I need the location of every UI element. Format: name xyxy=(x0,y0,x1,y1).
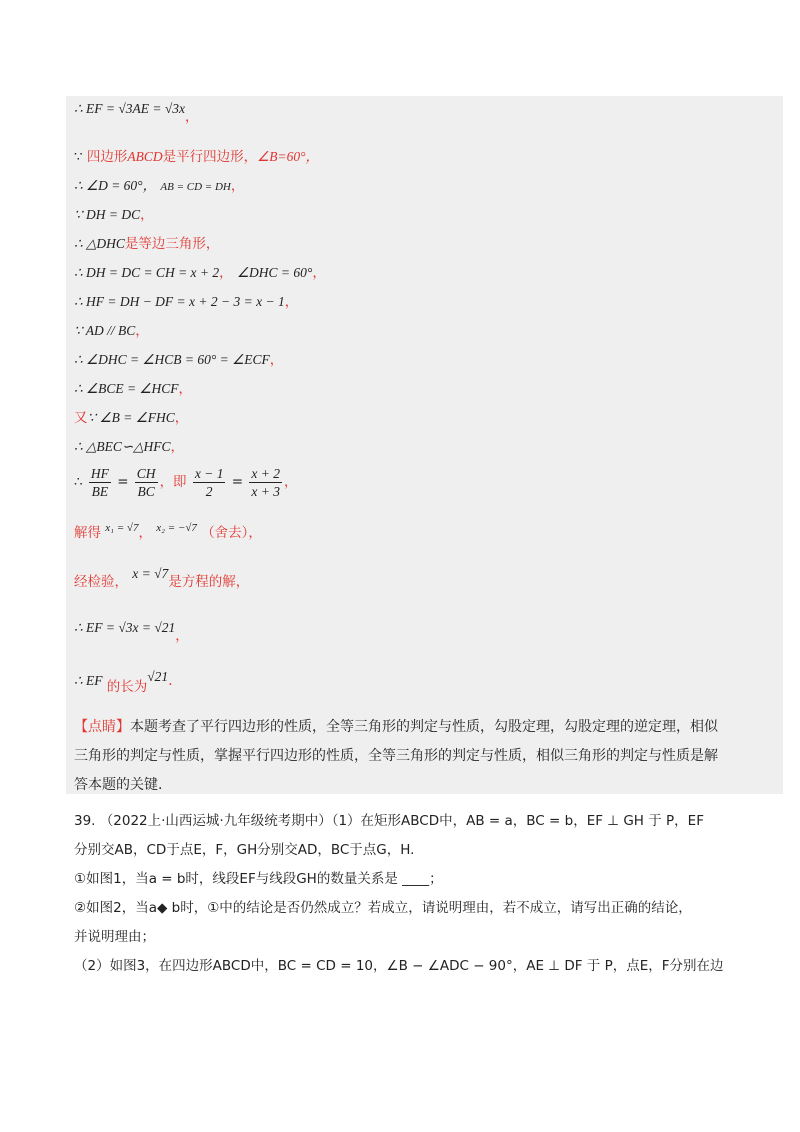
math-expr: AB = CD = DH xyxy=(160,181,231,193)
math-expr: ∵ AD // BC xyxy=(74,323,136,338)
equals: = xyxy=(231,474,244,490)
punct: ， xyxy=(138,525,152,541)
numerator: x + 2 xyxy=(251,466,280,481)
solution-line-1 xyxy=(74,100,199,125)
punct: ， xyxy=(230,178,245,194)
text: 四边形 xyxy=(86,149,128,165)
math-expr: ∴ EF = √3AE = √3x xyxy=(74,101,185,116)
punct: ， xyxy=(170,439,185,455)
solution-line-14 xyxy=(74,524,262,543)
solution-line-13 xyxy=(74,464,297,500)
punct: ， xyxy=(184,109,199,125)
fraction-x-minus-1 xyxy=(193,465,226,500)
text: 是等边三角形， xyxy=(124,236,220,252)
fraction-hf-be xyxy=(89,465,111,500)
math-expr: x₂ = −√7 xyxy=(156,522,197,534)
denominator: 2 xyxy=(205,484,213,499)
punct: ， xyxy=(219,265,233,281)
question-line-1: 39. （2022上·山西运城·九年级统考期中）（1）在矩形ABCD中，AB = a，BC = b，EF ⊥ GH 于 P，EF xyxy=(74,813,704,829)
denominator: x + 3 xyxy=(251,484,280,499)
question-line-5: 并说明理由； xyxy=(74,929,155,945)
math-expr: ∴ EF xyxy=(74,673,103,688)
math-expr: ABCD xyxy=(127,149,163,164)
text: 是平行四边形， xyxy=(162,149,258,165)
comment-line-3: 答本题的关键. xyxy=(74,777,163,793)
comment-tag: 【点睛】 xyxy=(74,719,130,735)
punct: ， xyxy=(140,207,154,223)
solution-line-17 xyxy=(74,669,173,695)
comment-line-1 xyxy=(74,713,774,742)
math-expr: ∵ ∠B = ∠FHC xyxy=(87,410,175,425)
question-line-3: ①如图1，当a = b时，线段EF与线段GH的数量关系是 ____； xyxy=(74,871,443,887)
solution-line-16 xyxy=(74,619,189,644)
question-line-4: ②如图2，当a◆ b时，①中的结论是否仍然成立？若成立，请说明理由，若不成立，请写出正确的结论， xyxy=(74,900,692,916)
denominator: BC xyxy=(137,484,155,499)
math-expr: ∴ DH = DC = CH = x + 2 xyxy=(74,265,220,280)
math-expr: x₁ = √7 xyxy=(105,522,139,534)
solution-line-15 xyxy=(74,566,250,591)
punct: ， xyxy=(178,381,193,397)
equals: = xyxy=(117,474,129,490)
punct: ， xyxy=(135,323,149,339)
punct: ， xyxy=(283,474,298,490)
question-39 xyxy=(74,807,774,981)
because-symbol: ∵ xyxy=(74,149,83,165)
solution-line-7 xyxy=(74,293,298,311)
numerator: x − 1 xyxy=(194,466,224,481)
punct: ， xyxy=(284,294,299,310)
math-expr: ∵ DH = DC xyxy=(74,207,141,222)
punct: ， xyxy=(175,628,189,644)
solution-line-4 xyxy=(74,206,154,224)
solution-line-9 xyxy=(74,351,283,369)
math-expr: ∠DHC = 60° xyxy=(236,265,313,280)
fraction-x-plus-2 xyxy=(249,465,282,500)
solution-line-11 xyxy=(74,409,188,427)
math-expr: ∴ HF = DH − DF = x + 2 − 3 = x − 1 xyxy=(74,294,285,309)
math-expr: ∠B=60°， xyxy=(257,149,319,164)
math-expr: √21 xyxy=(147,669,169,684)
text: 是方程的解， xyxy=(168,574,250,590)
text: （舍去）， xyxy=(201,525,262,541)
solution-line-12 xyxy=(74,438,184,456)
numerator: HF xyxy=(90,466,109,481)
punct: ， xyxy=(312,265,326,281)
comment-text: 本题考查了平行四边形的性质，全等三角形的判定与性质，勾股定理，勾股定理的逆定理，相似 xyxy=(130,719,718,735)
solution-line-2 xyxy=(74,148,319,166)
text: ，即 xyxy=(159,474,187,490)
math-expr: ∴ ∠DHC = ∠HCB = 60° = ∠ECF xyxy=(74,352,270,367)
text: 解得 xyxy=(74,525,101,541)
math-expr: ∴ △DHC xyxy=(74,236,125,251)
math-expr: x = √7 xyxy=(132,566,169,581)
solution-line-3 xyxy=(74,177,244,196)
denominator: BE xyxy=(91,484,109,499)
punct: ， xyxy=(269,352,284,368)
text: 经检验， xyxy=(74,574,128,590)
solution-line-5 xyxy=(74,235,219,253)
numerator: CH xyxy=(136,466,156,481)
therefore-symbol: ∴ xyxy=(74,474,83,490)
text: 的长为 xyxy=(106,679,148,695)
comment-line-2: 三角形的判定与性质，掌握平行四边形的性质，全等三角形的判定与性质，相似三角形的判定与性质是解 xyxy=(74,748,718,764)
solution-line-8 xyxy=(74,322,149,340)
fraction-ch-bc xyxy=(135,465,158,500)
solution-line-6 xyxy=(74,264,326,282)
question-line-2: 分别交AB，CD于点E，F，GH分别交AD，BC于点G，H. xyxy=(74,842,415,858)
punct: . xyxy=(168,673,173,689)
question-line-6: （2）如图3，在四边形ABCD中，BC = CD = 10，∠B − ∠ADC − 90°，AE ⊥ DF 于 P，点E，F分别在边 xyxy=(74,958,724,974)
solution-line-10 xyxy=(74,380,192,398)
math-expr: ∴ ∠D = 60°， xyxy=(74,178,157,193)
math-expr: ∴ EF = √3x = √21 xyxy=(74,620,176,635)
comment-block xyxy=(74,713,774,800)
math-expr: ∴ △BEC∽△HFC xyxy=(74,439,171,454)
punct: ， xyxy=(174,410,189,426)
text: 又 xyxy=(74,410,88,426)
math-expr: ∴ ∠BCE = ∠HCF xyxy=(74,381,179,396)
